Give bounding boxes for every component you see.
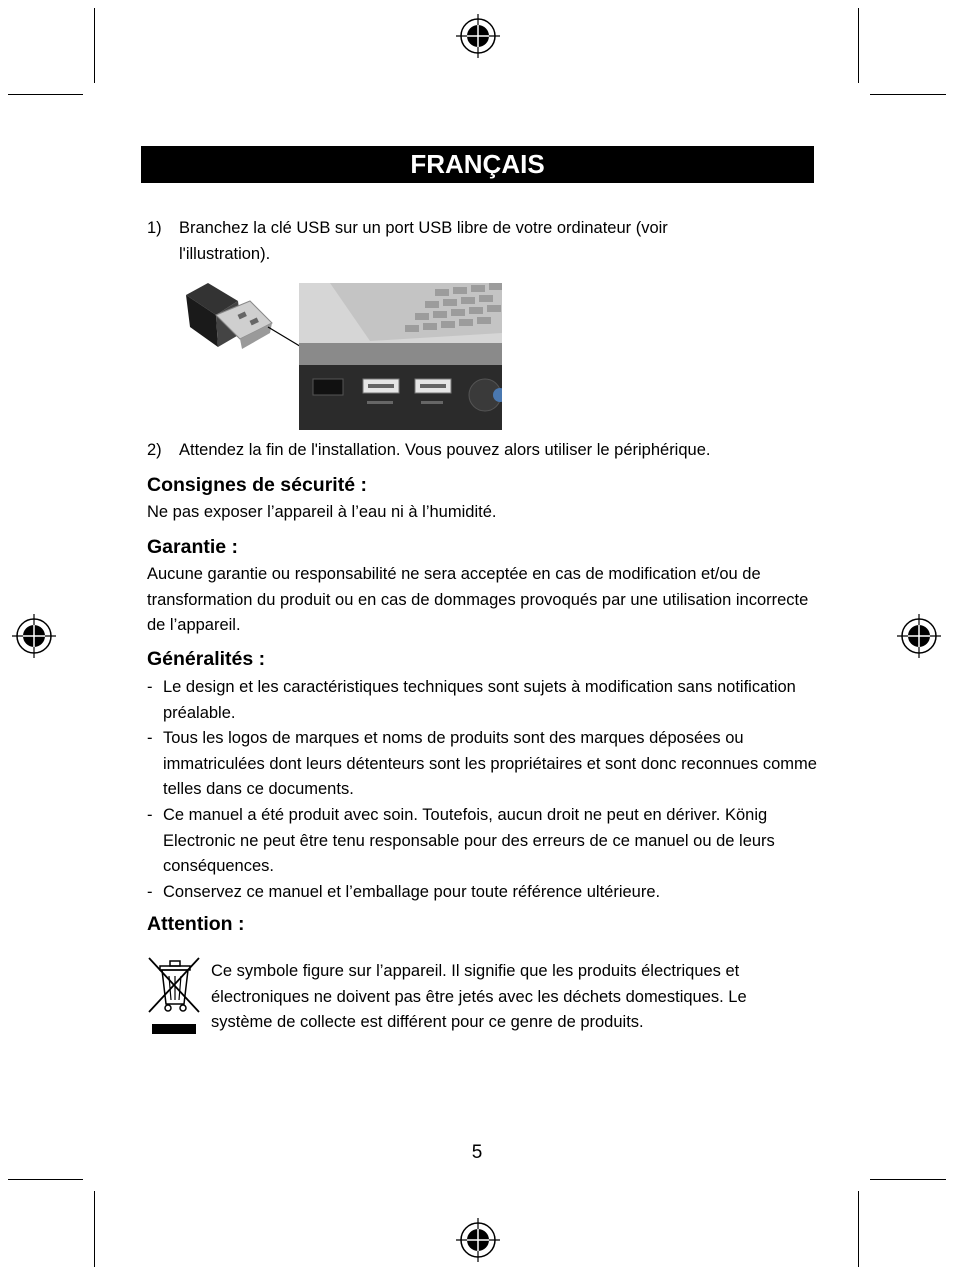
step-number: 2) xyxy=(147,441,162,459)
laptop-ports-photo xyxy=(299,283,502,430)
registration-mark-icon xyxy=(897,614,941,658)
list-item-text: Conservez ce manuel et l’emballage pour toute référence ultérieure. xyxy=(163,882,661,901)
bullet-dash: - xyxy=(147,805,153,824)
step-number: 1) xyxy=(147,219,162,237)
list-item-text: Ce manuel a été produit avec soin. Toutefois, aucun droit ne peut en dériver. König Electronic ne peut être tenu responsable pour des erreurs de ce manuel ou de leurs conséquences. xyxy=(163,805,775,876)
step-text: Attendez la fin de l'installation. Vous pouvez alors utiliser le périphérique. xyxy=(179,441,711,459)
list-item xyxy=(147,880,827,906)
general-list xyxy=(147,675,827,905)
list-item xyxy=(147,675,827,726)
crop-mark-top-left-vertical xyxy=(94,8,95,83)
general-heading: Généralités : xyxy=(147,648,266,670)
usb-dongle-icon xyxy=(180,283,280,430)
section-title: FRANÇAIS xyxy=(141,146,814,183)
crop-mark-top-right-vertical xyxy=(858,8,859,83)
step-2 xyxy=(147,438,827,464)
step-text: Branchez la clé USB sur un port USB libre de votre ordinateur (voir l'illustration). xyxy=(179,219,668,263)
step-1 xyxy=(147,216,827,267)
attention-heading: Attention : xyxy=(147,913,245,935)
crop-mark-bottom-right-horizontal xyxy=(870,1179,946,1180)
safety-text: Ne pas exposer l’appareil à l’eau ni à l’humidité. xyxy=(147,503,497,521)
crop-mark-bottom-left-horizontal xyxy=(8,1179,83,1180)
crossed-out-bin-icon xyxy=(147,956,203,1036)
list-item xyxy=(147,726,827,803)
bullet-dash: - xyxy=(147,882,153,901)
safety-heading: Consignes de sécurité : xyxy=(147,474,367,496)
crop-mark-top-left-horizontal xyxy=(8,94,83,95)
list-item-text: Tous les logos de marques et noms de produits sont des marques déposées ou immatriculées dont leurs détenteurs sont les propriétaires et sont donc reconnues comme telles dans ce documents. xyxy=(163,729,817,799)
crop-mark-bottom-right-vertical xyxy=(858,1191,859,1267)
warranty-text: Aucune garantie ou responsabilité ne sera acceptée en cas de modification et/ou de transformation du produit ou en cas de dommages provoqués par une utilisation incorrecte de l’appareil. xyxy=(147,565,809,635)
list-item-text: Le design et les caractéristiques techniques sont sujets à modification sans notification préalable. xyxy=(163,678,796,722)
usb-installation-illustration xyxy=(180,283,502,430)
bullet-dash: - xyxy=(147,678,153,696)
bullet-dash: - xyxy=(147,729,153,748)
attention-text: Ce symbole figure sur l’appareil. Il signifie que les produits électriques et électroniques ne doivent pas être jetés avec les déchets domestiques. Le système de collecte est différent pour ce genre de produits. xyxy=(211,962,747,1032)
warranty-heading: Garantie : xyxy=(147,536,239,558)
page-number: 5 xyxy=(471,1142,483,1163)
registration-mark-icon xyxy=(456,1218,500,1262)
list-item xyxy=(147,803,827,880)
registration-mark-icon xyxy=(12,614,56,658)
registration-mark-icon xyxy=(456,14,500,58)
crop-mark-bottom-left-vertical xyxy=(94,1191,95,1267)
crop-mark-top-right-horizontal xyxy=(870,94,946,95)
